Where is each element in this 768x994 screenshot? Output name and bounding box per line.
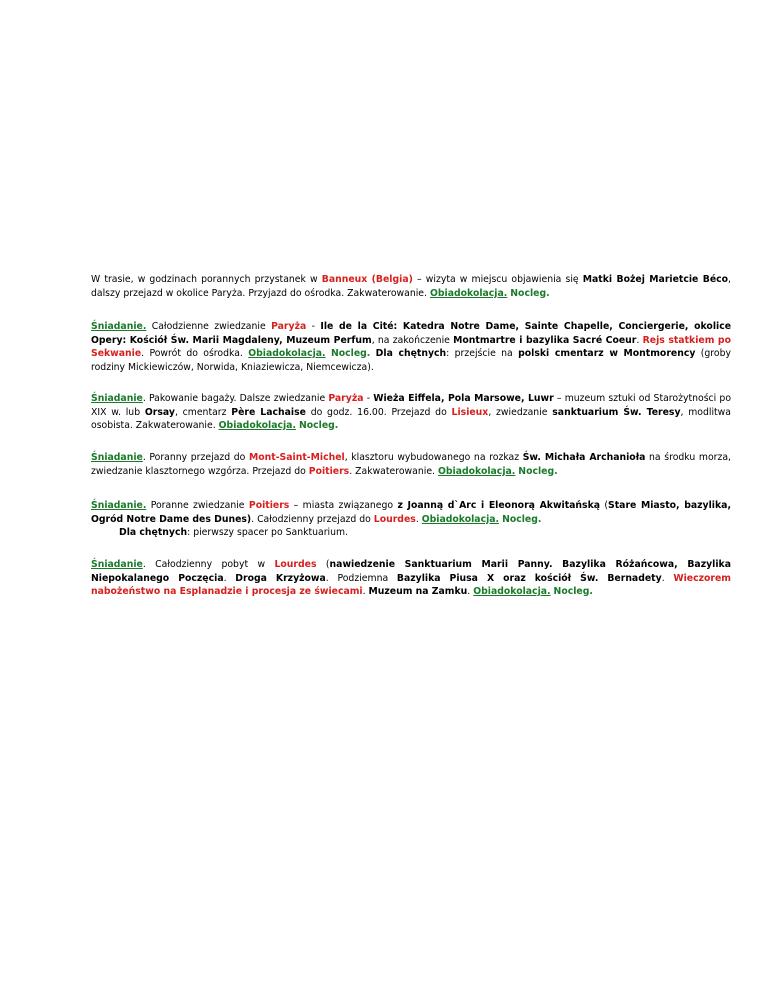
day-7-description: Śniadanie. Całodzienny pobyt w Lourdes (nawiedzenie Sanktuarium Marii Panny. Bazylika Różańcowa, Bazylika Niepokalanego Poczęcia. Droga Krzyżowa. Podziemna Bazylika Piusa X oraz kościół Św. Bernadety. Wieczorem nabożeństwo na Esplanadzie i procesja ze świecami. Muzeum na Zamku. Obiadokolacja. Nocleg. xyxy=(91,559,731,597)
day-2-description: W trasie, w godzinach porannych przystanek w Banneux (Belgia) – wizyta w miejscu objawienia się Matki Bożej Marietcie Béco, dalszy przejazd w okolice Paryża. Przyjazd do ośrodka. Zakwaterowanie. Obiadokolacja. Nocleg. xyxy=(91,274,732,299)
day-5-description: Śniadanie. Poranny przejazd do Mont-Saint-Michel, klasztoru wybudowanego na rozkaz Św. Michała Archanioła na środku morza, zwiedzanie klasztornego wzgórza. Przejazd do Poitiers. Zakwaterowanie. Obiadokolacja. Nocleg. xyxy=(91,452,731,477)
day-4-description: Śniadanie. Pakowanie bagaży. Dalsze zwiedzanie Paryża - Wieża Eiffela, Pola Marsowe, Luwr – muzeum sztuki od Starożytności po XIX w. lub Orsay, cmentarz Père Lachaise do godz. 16.00. Przejazd do Lisieux, zwiedzanie sanktuarium Św. Teresy, modlitwa osobista. Zakwaterowanie. Obiadokolacja. Nocleg. xyxy=(91,393,732,431)
day-6-description: Śniadanie. Poranne zwiedzanie Poitiers – miasta związanego z Joanną d`Arc i Eleonorą Akwitańską (Stare Miasto, bazylika, Ogród Notre Dame des Dunes). Całodzienny przejazd do Lourdes. Obiadokolacja. Nocleg. Dla chętnych: pierwszy spacer po Sanktuarium. xyxy=(91,500,731,538)
day-3-description: Śniadanie. Całodzienne zwiedzanie Paryża - Ile de la Cité: Katedra Notre Dame, Sainte Chapelle, Conciergerie, okolice Opery: Kościół Św. Marii Magdaleny, Muzeum Perfum, na zakończenie Montmartre i bazylika Sacré Coeur. Rejs statkiem po Sekwanie. Powrót do ośrodka. Obiadokolacja. Nocleg. Dla chętnych: przejście na polski cmentarz w Montmorency (groby rodziny Mickiewiczów, Norwida, Kniaziewicza, Niemcewicza). xyxy=(91,321,732,373)
